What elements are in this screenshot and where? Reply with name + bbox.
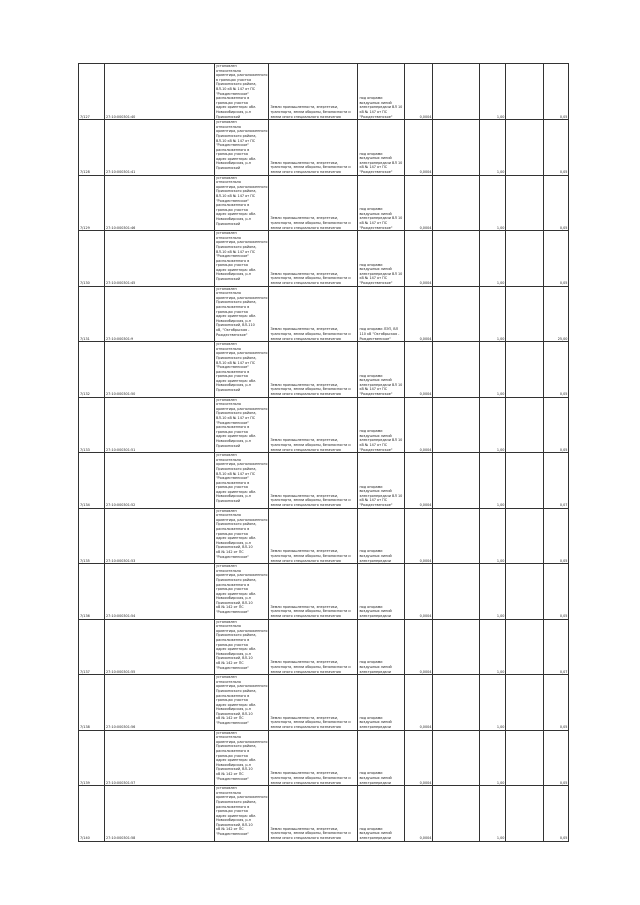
- coefficient-value: 1,00: [480, 342, 506, 398]
- cadastral-number: 27:10:000301:53: [105, 508, 215, 564]
- object-description: под опорами воздушных линий электропередачи ВЛ 10 кВ № 147 от ПС "Рождественское": [358, 453, 405, 509]
- amount-value: 0,05: [544, 397, 569, 453]
- table-row: [79, 64, 569, 120]
- coefficient-value: 1,00: [480, 619, 506, 675]
- object-description: под опорами воздушных линий электропередачи ВЛ 10 кВ № 147 от ПС "Рождественское": [358, 231, 405, 287]
- location-description: установлен относительно ориентира, расположенного Прихолмского района, ВЛ-10 кВ № 147 от ПС "Рождественское" расположенного в границах участка адрес ориентира: обл. Новосибирская, р-н Прихолмский: [215, 397, 269, 453]
- location-description: установлен относительно ориентира, расположенного Прихолмского района, расположенного в границах участка адрес ориентира: обл. Новосибирская, р-н Прихолмский, ВЛ-10 кВ № 142 от ПС "Рождественское": [215, 619, 269, 675]
- empty-cell: [433, 342, 480, 398]
- area-value: 0,0004: [405, 342, 433, 398]
- empty-cell: [506, 175, 544, 231]
- amount-value: 0,05: [544, 786, 569, 842]
- object-description: под опорами ЛЭП, ВЛ 110 кВ "Октябрьская - Рождественское": [358, 286, 405, 342]
- land-category: Земли промышленности, энергетики, транспорта, земли обороны, безопасности и земли иного специального назначения: [269, 508, 358, 564]
- area-value: 0,0004: [405, 397, 433, 453]
- object-description: под опорами воздушных линий электропередачи ВЛ 10 кВ № 147 от ПС "Рождественское": [358, 175, 405, 231]
- area-value: 0,0004: [405, 231, 433, 287]
- cadastral-number: 27:10:000301:41: [105, 120, 215, 176]
- empty-cell: [506, 564, 544, 620]
- location-description: установлен относительно ориентира, расположенного в границах участка Прихолмского района, ВЛ-10 кВ № 147 от ПС "Рождественское" расположенного в границах участка адрес ориентира: обл. Новосибирская, р-н Прихолмский: [216, 64, 268, 119]
- table-row: [79, 175, 569, 231]
- empty-cell: [506, 730, 544, 786]
- empty-cell: [433, 730, 480, 786]
- coefficient-value: 1,00: [480, 786, 506, 842]
- coefficient-value: 1,00: [480, 286, 506, 342]
- row-number: 7/140: [79, 786, 105, 842]
- area-value: 0,0004: [405, 508, 433, 564]
- empty-cell: [506, 675, 544, 731]
- area-value: 0,0004: [405, 175, 433, 231]
- table-row: [79, 564, 569, 620]
- cadastral-number: 27:10:000301:56: [105, 675, 215, 731]
- amount-value: 25,00: [544, 286, 569, 342]
- empty-cell: [506, 786, 544, 842]
- empty-cell: [506, 64, 544, 120]
- table-row: [79, 397, 569, 453]
- coefficient-value: 1,00: [480, 508, 506, 564]
- area-value: 0,0004: [405, 286, 433, 342]
- row-number: 7/138: [79, 675, 105, 731]
- row-number: 7/127: [79, 64, 105, 120]
- land-category: Земли промышленности, энергетики, транспорта, земли обороны, безопасности и земли иного специального назначения: [269, 453, 358, 509]
- row-number: 7/131: [79, 286, 105, 342]
- amount-value: 0,07: [544, 453, 569, 509]
- table-row: [79, 508, 569, 564]
- table-row: [79, 619, 569, 675]
- location-description: установлен относительно ориентира, расположенного Прихолмского района, ВЛ-10 кВ № 147 от ПС "Рождественское" расположенного в границах участка адрес ориентира: обл. Новосибирская, р-н Прихолмский: [215, 231, 269, 287]
- table-row: [79, 730, 569, 786]
- empty-cell: [433, 231, 480, 287]
- location-description: установлен относительно ориентира, расположенного Прихолмского района, расположенного в границах участка адрес ориентира: обл. Новосибирская, р-н Прихолмский, ВЛ-110 кВ, "Октябрьская - Рождественское": [215, 286, 269, 342]
- object-description: под опорами воздушных линий электропередачи: [358, 508, 405, 564]
- row-number: 7/133: [79, 397, 105, 453]
- empty-cell: [506, 286, 544, 342]
- land-category: Земли промышленности, энергетики, транспорта, земли обороны, безопасности и земли иного специального назначения: [269, 342, 358, 398]
- cadastral-number: 27:10:000301:57: [105, 730, 215, 786]
- cadastral-number: 27:10:000301:9: [105, 286, 215, 342]
- land-category: Земли промышленности, энергетики, транспорта, земли обороны, безопасности и земли иного специального назначения: [269, 397, 358, 453]
- empty-cell: [506, 231, 544, 287]
- amount-value: 0,05: [544, 508, 569, 564]
- table-row: [79, 453, 569, 509]
- area-value: 0,0004: [405, 64, 433, 120]
- cadastral-number: 27:10:000301:52: [105, 453, 215, 509]
- amount-value: 0,05: [544, 564, 569, 620]
- cadastral-number: 27:10:000301:58: [105, 786, 215, 842]
- object-description: под опорами воздушных линий электропередачи ВЛ 10 кВ № 147 от ПС "Рождественское": [358, 397, 405, 453]
- location-description: установлен относительно ориентира, расположенного Прихолмского района, расположенного в границах участка адрес ориентира: обл. Новосибирская, р-н Прихолмский, ВЛ-10 кВ № 142 от ПС "Рождественское": [215, 675, 269, 731]
- table-row: [79, 286, 569, 342]
- land-plots-table: [78, 63, 569, 842]
- area-value: 0,0004: [405, 564, 433, 620]
- land-category: Земли промышленности, энергетики, транспорта, земли обороны, безопасности и земли иного специального назначения: [269, 730, 358, 786]
- row-number: 7/128: [79, 120, 105, 176]
- location-description: установлен относительно ориентира, расположенного Прихолмского района, ВЛ-10 кВ № 147 от ПС "Рождественское" расположенного в границах участка адрес ориентира: обл. Новосибирская, р-н Прихолмский: [215, 342, 269, 398]
- land-category: Земли промышленности, энергетики, транспорта, земли обороны, безопасности и земли иного специального назначения: [269, 175, 358, 231]
- coefficient-value: 1,00: [480, 231, 506, 287]
- cadastral-number: 27:10:000301:55: [105, 619, 215, 675]
- coefficient-value: 1,00: [480, 730, 506, 786]
- empty-cell: [506, 120, 544, 176]
- land-category: Земли промышленности, энергетики, транспорта, земли обороны, безопасности и земли иного специального назначения: [269, 564, 358, 620]
- cadastral-number: 27:10:000301:40: [105, 64, 215, 120]
- empty-cell: [433, 564, 480, 620]
- location-description: установлен относительно ориентира, расположенного Прихолмского района, ВЛ-10 кВ № 147 от ПС "Рождественское" расположенного в границах участка адрес ориентира: обл. Новосибирская, р-н Прихолмский: [215, 120, 269, 176]
- row-number: 7/132: [79, 342, 105, 398]
- coefficient-value: 1,00: [480, 675, 506, 731]
- object-description: под опорами воздушных линий электропередачи: [358, 675, 405, 731]
- table-row: [79, 120, 569, 176]
- object-description: под опорами воздушных линий электропередачи ВЛ 10 кВ № 147 от ПС "Рождественское": [358, 342, 405, 398]
- empty-cell: [433, 397, 480, 453]
- table-row: [79, 786, 569, 842]
- object-description: под опорами воздушных линий электропередачи: [358, 730, 405, 786]
- object-description: под опорами воздушных линий электропередачи: [358, 786, 405, 842]
- coefficient-value: 1,00: [480, 120, 506, 176]
- empty-cell: [433, 175, 480, 231]
- empty-cell: [506, 397, 544, 453]
- table-row: [79, 675, 569, 731]
- empty-cell: [433, 619, 480, 675]
- amount-value: 0,05: [544, 175, 569, 231]
- row-number: 7/134: [79, 453, 105, 509]
- empty-cell: [433, 286, 480, 342]
- cadastral-number: 27:10:000301:46: [105, 175, 215, 231]
- coefficient-value: 1,00: [480, 64, 506, 120]
- location-description: установлен относительно ориентира, расположенного Прихолмского района, расположенного в границах участка адрес ориентира: обл. Новосибирская, р-н Прихолмский, ВЛ-10 кВ № 142 от ПС "Рождественское": [215, 564, 269, 620]
- row-number: 7/130: [79, 231, 105, 287]
- coefficient-value: 1,00: [480, 453, 506, 509]
- row-number: 7/136: [79, 564, 105, 620]
- land-category: Земли промышленности, энергетики, транспорта, земли обороны, безопасности и земли иного специального назначения: [269, 786, 358, 842]
- table-row: [79, 342, 569, 398]
- land-category: Земли промышленности, энергетики, транспорта, земли обороны, безопасности и земли иного специального назначения: [269, 231, 358, 287]
- amount-value: 0,05: [544, 675, 569, 731]
- empty-cell: [506, 508, 544, 564]
- area-value: 0,0004: [405, 786, 433, 842]
- object-description: под опорами воздушных линий электропередачи ВЛ 10 кВ № 147 от ПС "Рождественское": [358, 64, 405, 120]
- cadastral-number: 27:10:000301:45: [105, 231, 215, 287]
- cadastral-number: 27:10:000301:51: [105, 397, 215, 453]
- land-category: Земли промышленности, энергетики, транспорта, земли обороны, безопасности и земли иного специального назначения: [269, 619, 358, 675]
- table-body: [79, 64, 569, 842]
- area-value: 0,0004: [405, 730, 433, 786]
- empty-cell: [433, 675, 480, 731]
- area-value: 0,0004: [405, 453, 433, 509]
- cadastral-number: 27:10:000301:50: [105, 342, 215, 398]
- location-description: установлен относительно ориентира, расположенного Прихолмского района, ВЛ-10 кВ № 147 от ПС "Рождественское" расположенного в границах участка адрес ориентира: обл. Новосибирская, р-н Прихолмский: [215, 453, 269, 509]
- empty-cell: [433, 508, 480, 564]
- empty-cell: [506, 619, 544, 675]
- row-number: 7/129: [79, 175, 105, 231]
- row-number: 7/137: [79, 619, 105, 675]
- row-number: 7/139: [79, 730, 105, 786]
- location-description: установлен относительно ориентира, расположенного Прихолмского района, расположенного в границах участка адрес ориентира: обл. Новосибирская, р-н Прихолмский, ВЛ-10 кВ № 142 от ПС "Рождественское": [215, 508, 269, 564]
- empty-cell: [433, 120, 480, 176]
- empty-cell: [506, 453, 544, 509]
- area-value: 0,0004: [405, 120, 433, 176]
- object-description: под опорами воздушных линий электропередачи: [358, 619, 405, 675]
- object-description: под опорами воздушных линий электропередачи: [358, 564, 405, 620]
- empty-cell: [433, 64, 480, 120]
- area-value: 0,0004: [405, 675, 433, 731]
- empty-cell: [433, 453, 480, 509]
- empty-cell: [433, 786, 480, 842]
- land-category: Земли промышленности, энергетики, транспорта, земли обороны, безопасности и земли иного специального назначения: [269, 286, 358, 342]
- location-description: установлен относительно ориентира, расположенного Прихолмского района, расположенного в границах участка адрес ориентира: обл. Новосибирская, р-н Прихолмский, ВЛ-10 кВ № 142 от ПС "Рождественское": [215, 730, 269, 786]
- location-description: установлен относительно ориентира, расположенного Прихолмского района, расположенного в границах участка адрес ориентира: обл. Новосибирская, р-н Прихолмский, ВЛ-10 кВ № 142 от ПС "Рождественское": [215, 786, 269, 842]
- amount-value: 0,05: [544, 64, 569, 120]
- amount-value: 0,05: [544, 342, 569, 398]
- amount-value: 0,05: [544, 120, 569, 176]
- land-category: Земли промышленности, энергетики, транспорта, земли обороны, безопасности и земли иного специального назначения: [269, 675, 358, 731]
- amount-value: 0,05: [544, 730, 569, 786]
- coefficient-value: 1,00: [480, 564, 506, 620]
- cadastral-number: 27:10:000301:54: [105, 564, 215, 620]
- empty-cell: [506, 342, 544, 398]
- area-value: 0,0004: [405, 619, 433, 675]
- coefficient-value: 1,00: [480, 175, 506, 231]
- land-category: Земли промышленности, энергетики, транспорта, земли обороны, безопасности и земли иного специального назначения: [269, 64, 358, 120]
- amount-value: 0,05: [544, 231, 569, 287]
- coefficient-value: 1,00: [480, 397, 506, 453]
- location-description: установлен относительно ориентира, расположенного Прихолмского района, ВЛ-10 кВ № 147 от ПС "Рождественское" расположенного в границах участка адрес ориентира: обл. Новосибирская, р-н Прихолмский: [215, 175, 269, 231]
- land-category: Земли промышленности, энергетики, транспорта, земли обороны, безопасности и земли иного специального назначения: [269, 120, 358, 176]
- row-number: 7/135: [79, 508, 105, 564]
- object-description: под опорами воздушных линий электропередачи ВЛ 10 кВ № 147 от ПС "Рождественское": [358, 120, 405, 176]
- amount-value: 0,07: [544, 619, 569, 675]
- table-row: [79, 231, 569, 287]
